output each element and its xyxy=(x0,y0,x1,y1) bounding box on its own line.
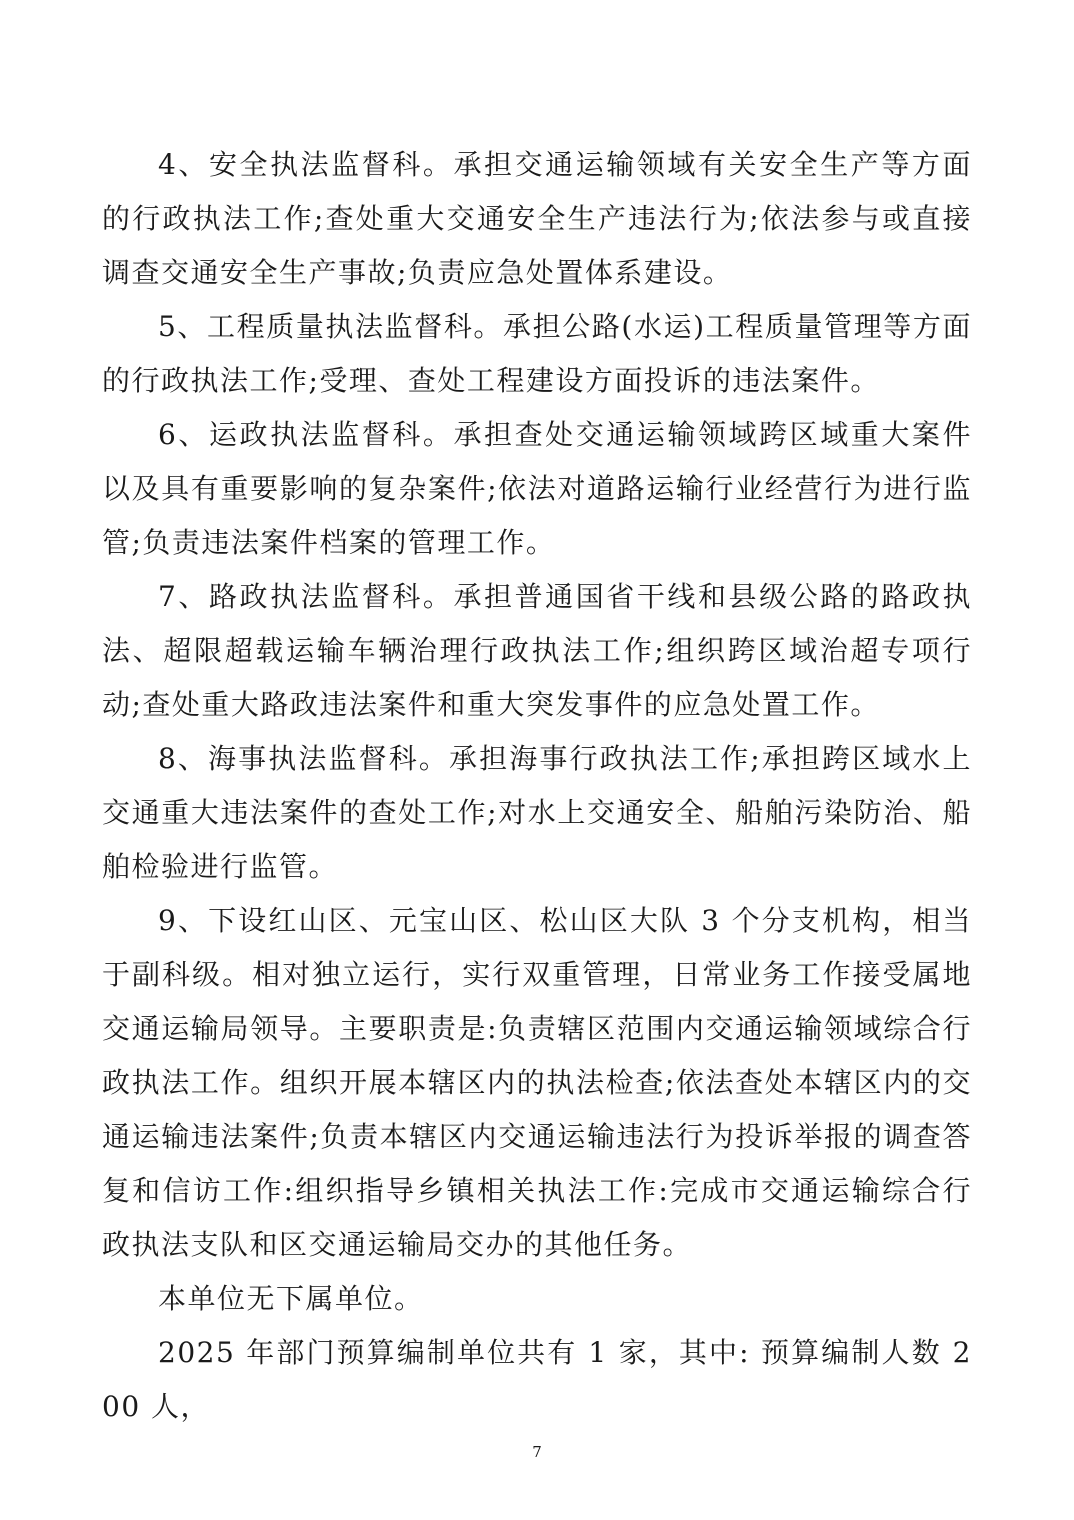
paragraph-transport-enforcement: 6、运政执法监督科。承担查处交通运输领域跨区域重大案件以及具有重要影响的复杂案件;依法对道路运输行业经营行为进行监管;负责违法案件档案的管理工作。 xyxy=(102,418,972,559)
paragraph-maritime-enforcement: 8、海事执法监督科。承担海事行政执法工作;承担跨区域水上交通重大违法案件的查处工作;对水上交通安全、船舶污染防治、船舶检验进行监管。 xyxy=(102,742,972,883)
page-number: 7 xyxy=(532,1443,542,1461)
paragraph-engineering-quality: 5、工程质量执法监督科。承担公路(水运)工程质量管理等方面的行政执法工作;受理、查处工程建设方面投诉的违法案件。 xyxy=(102,310,972,397)
paragraph-road-enforcement: 7、路政执法监督科。承担普通国省干线和县级公路的路政执法、超限超载运输车辆治理行政执法工作;组织跨区域治超专项行动;查处重大路政违法案件和重大突发事件的应急处置工作。 xyxy=(102,580,972,721)
paragraph-budget-units: 2025 年部门预算编制单位共有 1 家，其中: 预算编制人数 200 人， xyxy=(102,1336,972,1423)
paragraph-branch-offices: 9、下设红山区、元宝山区、松山区大队 3 个分支机构，相当于副科级。相对独立运行，实行双重管理，日常业务工作接受属地交通运输局领导。主要职责是:负责辖区范围内交通运输领域综合行政执法工作。组织开展本辖区内的执法检查;依法查处本辖区内的交通运输违法案件;负责本辖区内交通运输违法行为投诉举报的调查答复和信访工作:组织指导乡镇相关执法工作:完成市交通运输综合行政执法支队和区交通运输局交办的其他任务。 xyxy=(102,904,972,1261)
paragraph-safety-enforcement: 4、安全执法监督科。承担交通运输领域有关安全生产等方面的行政执法工作;查处重大交通安全生产违法行为;依法参与或直接调查交通安全生产事故;负责应急处置体系建设。 xyxy=(102,148,972,289)
document-body xyxy=(102,138,972,1434)
paragraph-no-subordinate: 本单位无下属单位。 xyxy=(158,1282,424,1315)
